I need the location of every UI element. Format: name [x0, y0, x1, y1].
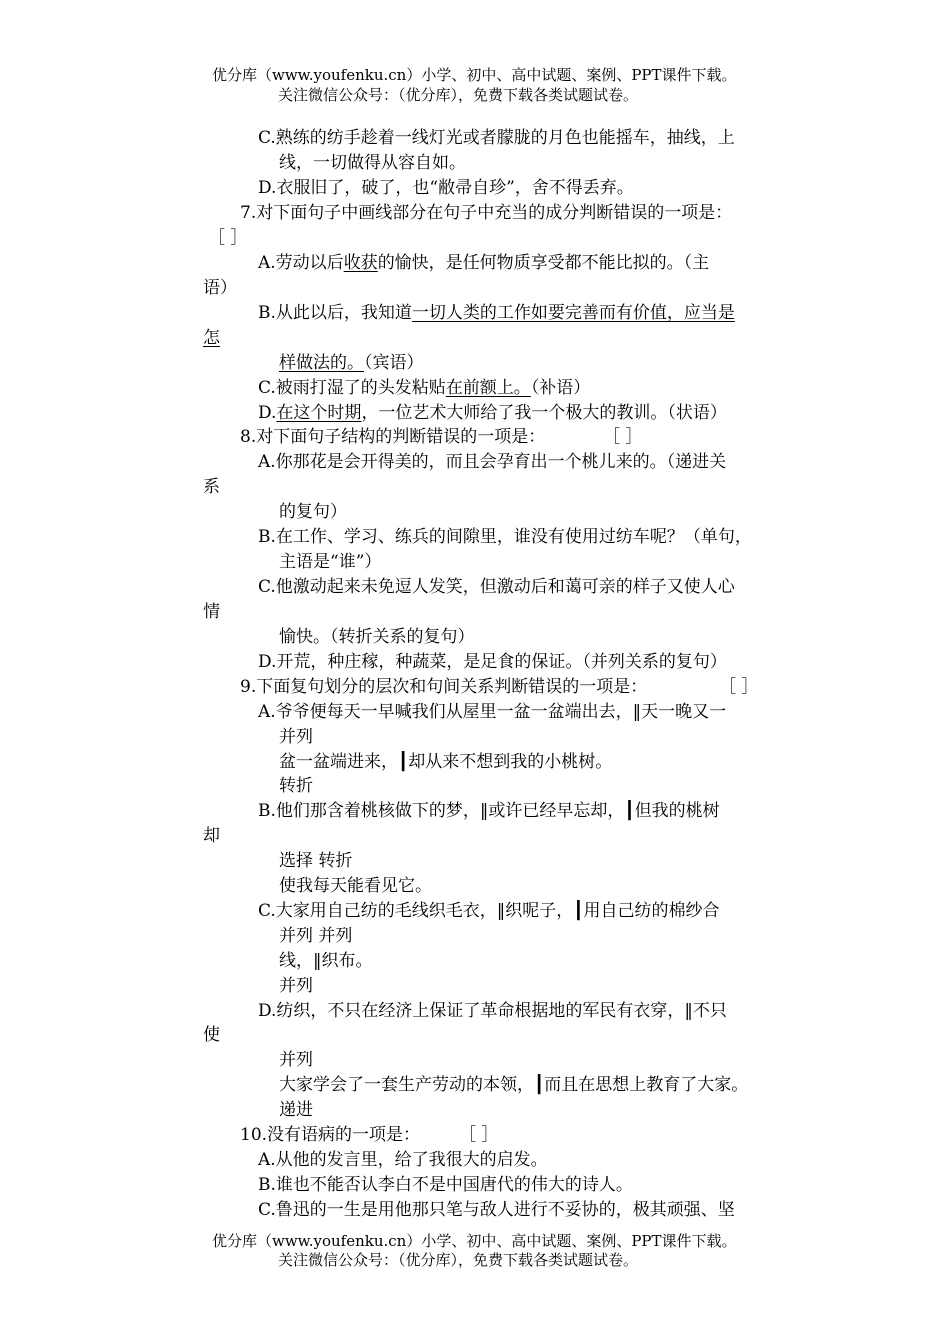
q8-option-c-cont: 愉快。（转折关系的复句）: [279, 627, 475, 647]
footer-line-2: 关注微信公众号：（优分库），免费下载各类试题试卷。: [278, 1251, 639, 1269]
q7-option-a-wrap: 语）: [203, 278, 237, 298]
q8-option-c-wrap: 情: [203, 602, 220, 622]
q9-option-a-relation-1: 并列: [279, 727, 313, 747]
q9-option-d-relation-2: 递进: [279, 1100, 313, 1120]
q9-option-a: A.爷爷便每天一早喊我们从屋里一盆一盆端出去，‖天一晚又一: [258, 702, 727, 722]
q10-option-a: A.从他的发言里，给了我很大的启发。: [258, 1150, 548, 1170]
q7-option-b-cont: 样做法的。（宾语）: [279, 353, 424, 373]
q9-option-b-relation: 选择 转折: [279, 851, 353, 871]
q9-option-a-relation-2: 转折: [279, 776, 313, 796]
q8-option-b: B.在工作、学习、练兵的间隙里，谁没有使用过纺车呢？（单句，: [258, 527, 752, 547]
q7-a-underlined: 收获: [343, 253, 378, 273]
q7-stem: 7.对下面句子中画线部分在句子中充当的成分判断错误的一项是：: [240, 203, 733, 223]
q9-option-b-wrap: 却: [203, 826, 220, 846]
q6-option-c: C.熟练的纺手趁着一线灯光或者朦胧的月色也能摇车，抽线，上: [258, 128, 735, 148]
q8-option-a-wrap: 系: [203, 477, 220, 497]
q9-option-b-cont: 使我每天能看见它。: [279, 876, 432, 896]
q9-answer-bracket: ［ ］: [719, 677, 759, 697]
q7-answer-bracket: ［ ］: [208, 228, 248, 248]
q10-answer-bracket: ［ ］: [459, 1125, 499, 1145]
q9-option-d-cont: 大家学会了一套生产劳动的本领，┃而且在思想上教育了大家。: [279, 1075, 749, 1095]
q8-answer-bracket: ［ ］: [603, 427, 643, 447]
q9-option-a-cont: 盆一盆端进来，┃却从来不想到我的小桃树。: [279, 752, 613, 772]
q7-option-b: B.从此以后，我知道一切人类的工作如要完善而有价值，应当是: [258, 303, 735, 323]
q9-option-c: C.大家用自己纺的毛线织毛衣，‖织呢子，┃用自己纺的棉纱合: [258, 901, 720, 921]
q7-d-underlined: 在这个时期: [276, 403, 362, 423]
q10-option-c: C.鲁迅的一生是用他那只笔与敌人进行不妥协的，极其顽强、坚: [258, 1200, 735, 1220]
header-line-2: 关注微信公众号：（优分库），免费下载各类试题试卷。: [278, 86, 639, 104]
q10-option-b: B.谁也不能否认李白不是中国唐代的伟大的诗人。: [258, 1175, 633, 1195]
q9-option-d: D.纺织，不只在经济上保证了革命根据地的军民有衣穿，‖不只: [258, 1001, 727, 1021]
q8-stem: 8.对下面句子结构的判断错误的一项是：: [240, 427, 546, 447]
q6-option-c-cont: 线，一切做得从容自如。: [279, 153, 466, 173]
q7-option-a: A.劳动以后收获的愉快，是任何物质享受都不能比拟的。（主: [258, 253, 710, 273]
q9-option-c-relation-2: 并列: [279, 976, 313, 996]
q8-option-d: D.开荒，种庄稼，种蔬菜，是足食的保证。（并列关系的复句）: [258, 652, 727, 672]
q9-option-d-relation-1: 并列: [279, 1050, 313, 1070]
footer-line-1: 优分库（www.youfenku.cn）小学、初中、高中试题、案例、PPT课件下载。: [212, 1232, 737, 1250]
q7-option-d: D.在这个时期，一位艺术大师给了我一个极大的教训。（状语）: [258, 403, 727, 423]
q7-option-b-wrap: 怎: [203, 328, 220, 348]
q9-option-c-cont: 线，‖织布。: [279, 951, 373, 971]
q8-option-c: C.他激动起来未免逗人发笑，但激动后和蔼可亲的样子又使人心: [258, 577, 735, 597]
q9-option-d-wrap: 使: [203, 1025, 220, 1045]
q8-option-a: A.你那花是会开得美的，而且会孕育出一个桃儿来的。（递进关: [258, 452, 727, 472]
q7-c-underlined: 在前额上。: [445, 378, 531, 398]
q7-b-underlined-cont: 样做法的。: [279, 353, 364, 373]
q6-option-d: D.衣服旧了，破了，也“敝帚自珍”，舍不得丢弃。: [258, 178, 634, 198]
q9-stem: 9.下面复句划分的层次和句间关系判断错误的一项是：: [240, 677, 648, 697]
q10-stem: 10.没有语病的一项是：: [240, 1125, 421, 1145]
header-line-1: 优分库（www.youfenku.cn）小学、初中、高中试题、案例、PPT课件下载。: [212, 66, 737, 84]
q9-option-b: B.他们那含着桃核做下的梦，‖或许已经早忘却，┃但我的桃树: [258, 801, 720, 821]
q8-option-b-cont: 主语是“谁”）: [279, 552, 382, 572]
q7-option-c: C.被雨打湿了的头发粘贴在前额上。（补语）: [258, 378, 591, 398]
q7-b-underlined: 一切人类的工作如要完善而有价值，应当是: [411, 303, 735, 323]
q9-option-c-relation-1: 并列 并列: [279, 926, 353, 946]
q8-option-a-cont: 的复句）: [279, 502, 347, 522]
